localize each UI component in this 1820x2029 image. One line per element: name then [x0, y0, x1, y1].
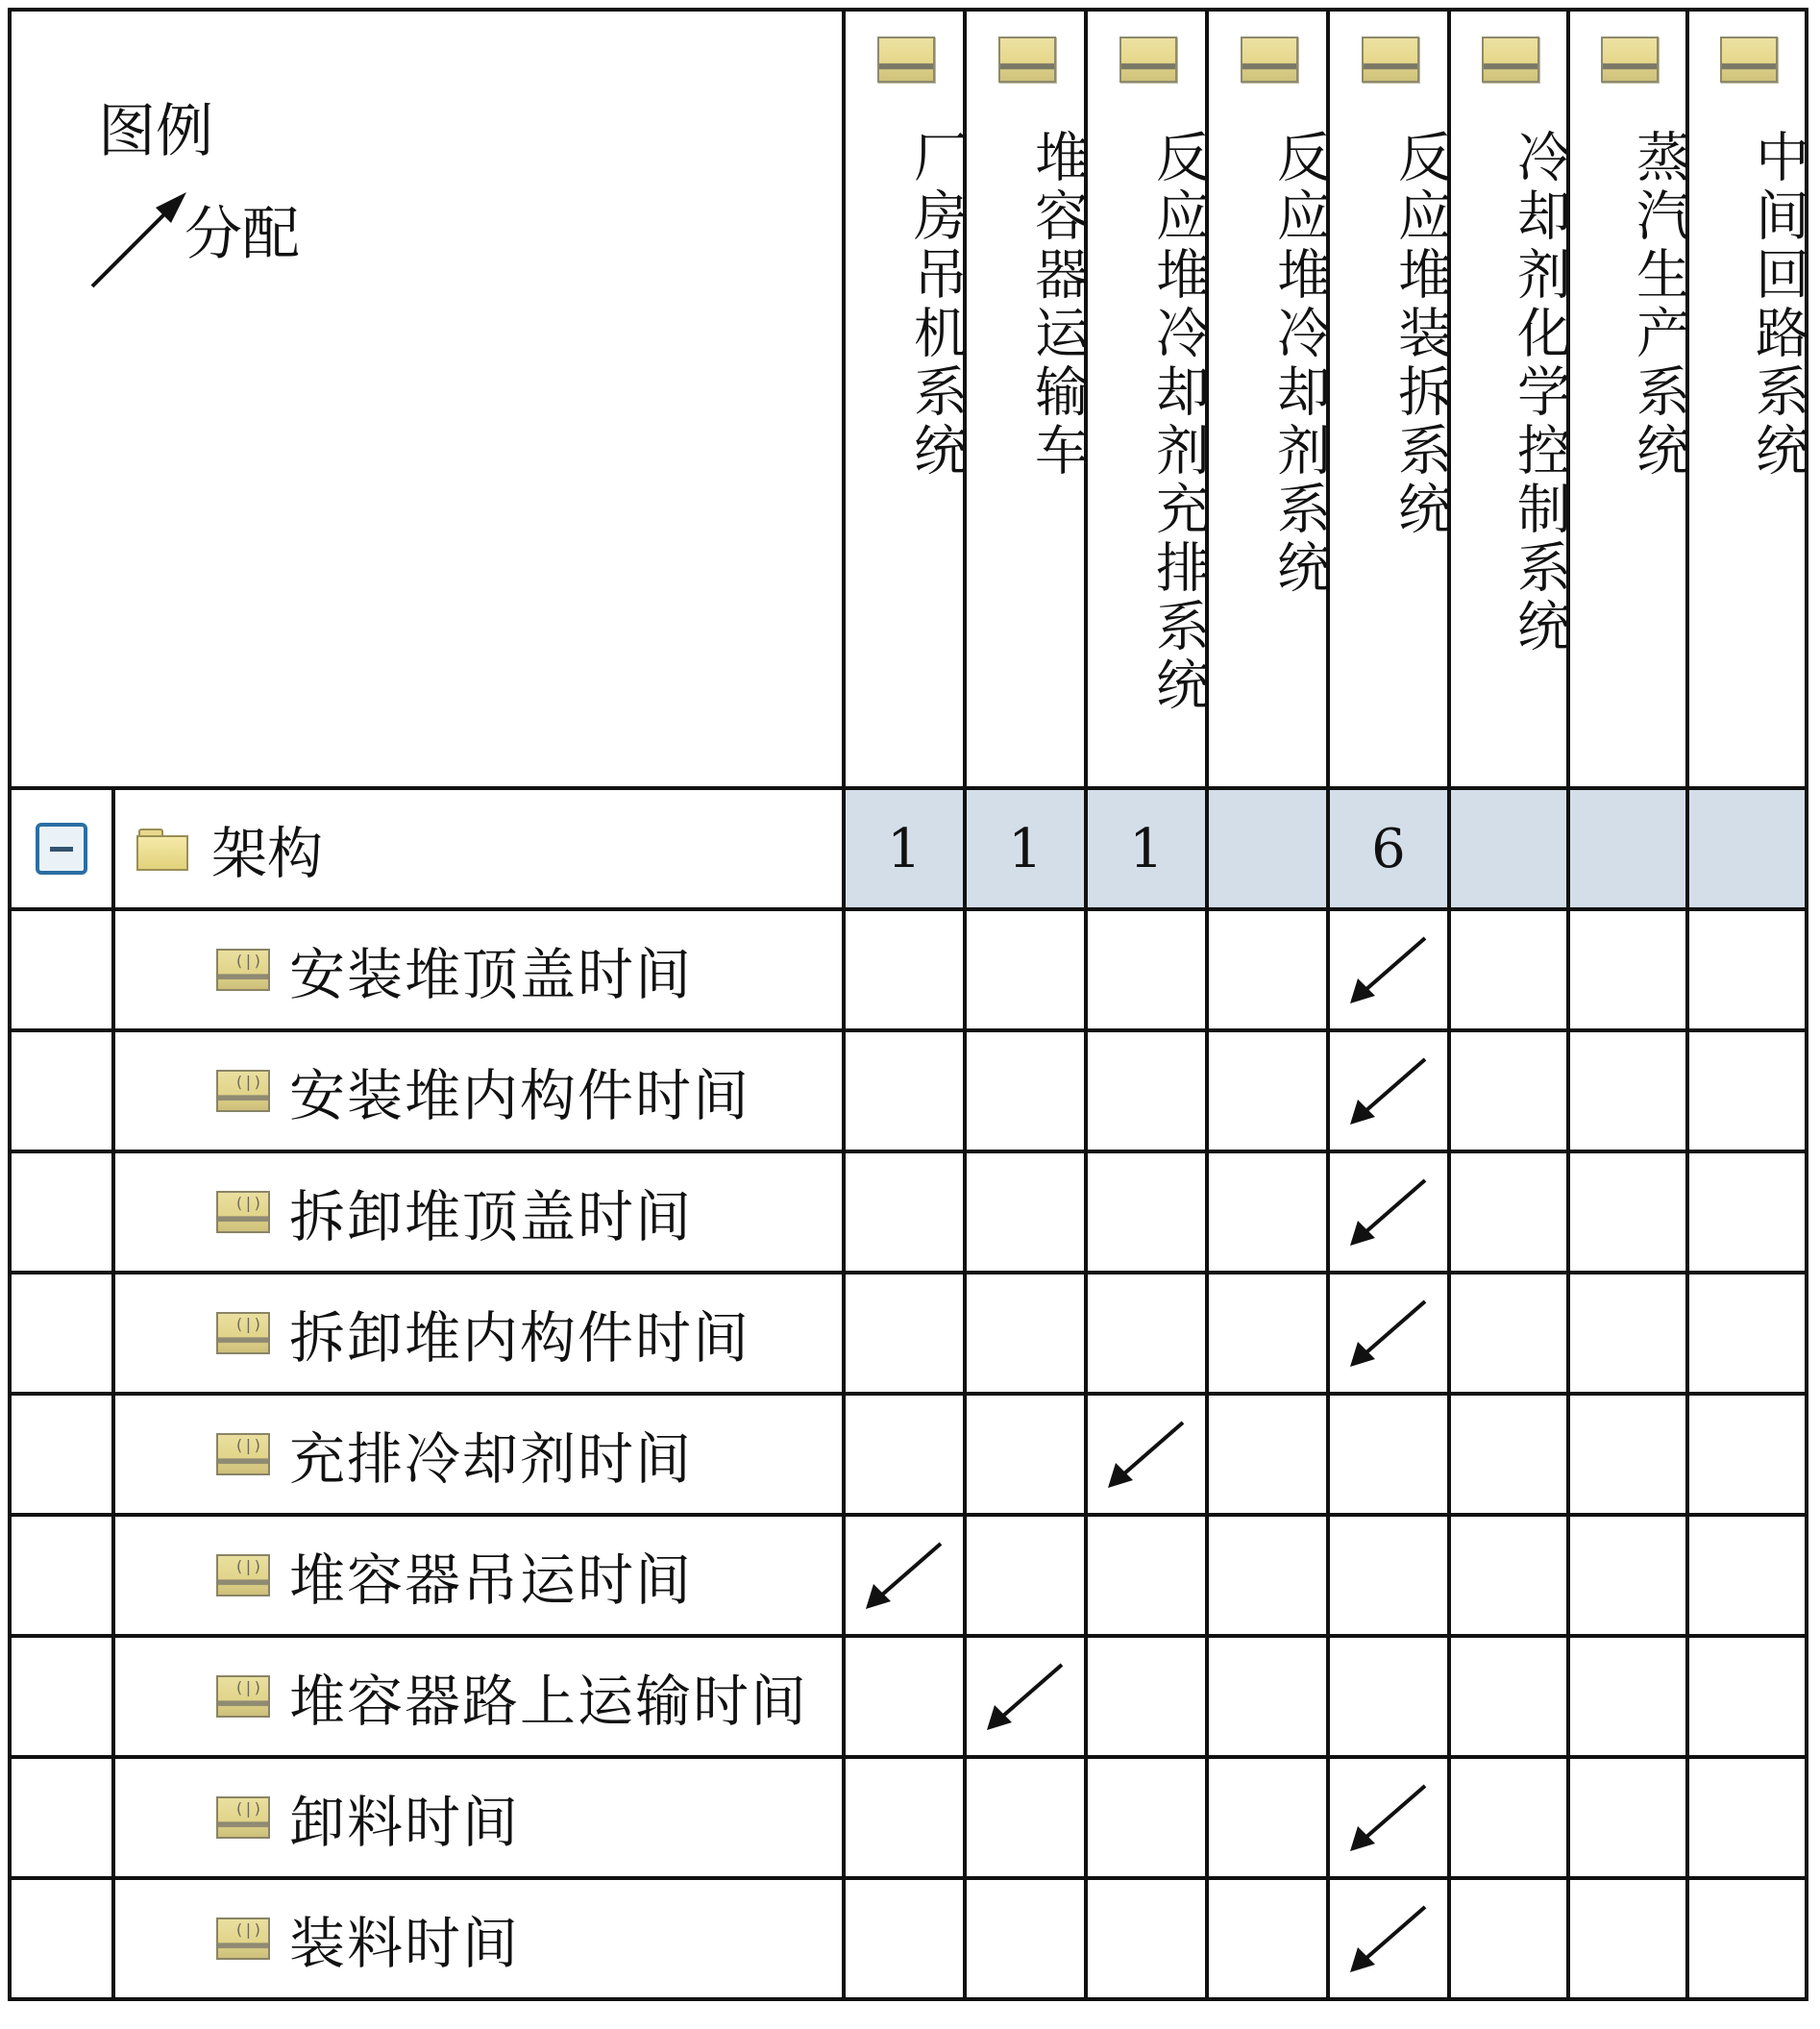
allocation-arrow-icon [1348, 1298, 1429, 1369]
row-name-cell [113, 909, 844, 1030]
allocation-cell[interactable] [1449, 1636, 1568, 1757]
allocation-cell[interactable] [965, 1273, 1086, 1394]
allocation-cell[interactable] [844, 1394, 965, 1515]
legend-title: 图例 [98, 98, 213, 165]
toggle-cell [10, 788, 113, 909]
column-header-2[interactable] [1086, 10, 1210, 788]
column-label: 反应堆装拆系统 [1390, 129, 1452, 539]
row-label: 卸料时间 [289, 1790, 521, 1855]
column-header-7[interactable] [1687, 10, 1807, 788]
value-property-icon [216, 1675, 270, 1718]
allocation-cell[interactable] [1086, 909, 1207, 1030]
allocation-cell[interactable] [1687, 1757, 1807, 1878]
allocation-cell[interactable] [1207, 1151, 1328, 1273]
allocation-cell[interactable] [1568, 1878, 1687, 1999]
allocation-cell[interactable] [1207, 1636, 1328, 1757]
column-label: 冷却剂化学控制系统 [1509, 129, 1571, 656]
row-label: 装料时间 [289, 1911, 521, 1976]
block-icon [1720, 37, 1778, 83]
allocation-cell[interactable] [965, 909, 1086, 1030]
allocation-cell[interactable] [1449, 1273, 1568, 1394]
value-property-icon [216, 1070, 270, 1112]
block-icon [998, 37, 1056, 83]
allocation-cell[interactable] [844, 1151, 965, 1273]
allocation-cell[interactable] [1207, 1273, 1328, 1394]
allocation-cell[interactable] [844, 1757, 965, 1878]
allocation-cell[interactable] [1328, 1636, 1449, 1757]
allocation-cell[interactable] [844, 1273, 965, 1394]
allocation-cell[interactable] [1086, 1394, 1207, 1515]
allocation-cell[interactable] [1328, 1757, 1449, 1878]
column-label: 堆容器运输车 [1026, 129, 1089, 481]
allocation-cell[interactable] [1687, 1636, 1807, 1757]
allocation-cell[interactable] [1687, 909, 1807, 1030]
row-label: 拆卸堆内构件时间 [289, 1305, 751, 1371]
value-property-icon [216, 1918, 270, 1960]
row-indent-cell [10, 1394, 113, 1515]
block-icon [1119, 37, 1177, 83]
allocation-cell[interactable] [1328, 1515, 1449, 1636]
table-row[interactable] [10, 1515, 1807, 1636]
allocation-cell[interactable] [1086, 1151, 1207, 1273]
group-count-cell [1568, 788, 1687, 909]
allocation-cell[interactable] [1328, 1394, 1449, 1515]
allocation-arrow-icon [985, 1661, 1066, 1732]
group-count-cell: 6 [1328, 788, 1449, 909]
allocation-cell[interactable] [965, 1394, 1086, 1515]
folder-icon [136, 829, 188, 869]
table-row[interactable] [10, 1394, 1807, 1515]
allocation-cell[interactable] [1449, 909, 1568, 1030]
allocation-arrow-icon [1348, 1055, 1429, 1126]
group-name-cell [113, 788, 844, 909]
header-row [10, 10, 1807, 788]
table-row[interactable] [10, 1273, 1807, 1394]
row-name-cell [113, 1394, 844, 1515]
group-label: 架构 [211, 821, 324, 886]
row-label: 堆容器吊运时间 [289, 1547, 694, 1613]
allocation-cell[interactable] [1207, 1757, 1328, 1878]
table-row[interactable] [10, 1636, 1807, 1757]
group-count-cell [1687, 788, 1807, 909]
row-label: 充排冷却剂时间 [289, 1426, 694, 1492]
group-count-cell [1207, 788, 1328, 909]
column-label: 反应堆冷却剂系统 [1268, 129, 1331, 598]
allocation-cell[interactable] [844, 1878, 965, 1999]
block-icon [1362, 37, 1419, 83]
allocation-cell[interactable] [1568, 1030, 1687, 1151]
column-label: 厂房吊机系统 [905, 129, 968, 481]
row-indent-cell [10, 1636, 113, 1757]
block-icon [1241, 37, 1298, 83]
column-header-4[interactable] [1328, 10, 1452, 788]
allocation-cell[interactable] [965, 1636, 1086, 1757]
table-row[interactable] [10, 1757, 1807, 1878]
allocation-cell[interactable] [1568, 1151, 1687, 1273]
legend-allocate-label: 分配 [184, 201, 300, 268]
allocation-cell[interactable] [1449, 1878, 1568, 1999]
allocation-cell[interactable] [1328, 1030, 1449, 1151]
allocation-cell[interactable] [1207, 1394, 1328, 1515]
column-header-1[interactable] [965, 10, 1089, 788]
group-count-cell: 1 [1086, 788, 1207, 909]
value-property-icon [216, 1433, 270, 1475]
column-header-0[interactable] [844, 10, 968, 788]
allocation-arrow-icon [1348, 1782, 1429, 1853]
allocation-cell[interactable] [1086, 1878, 1207, 1999]
allocation-cell[interactable] [1687, 1878, 1807, 1999]
allocation-cell[interactable] [1449, 1757, 1568, 1878]
allocation-cell[interactable] [1449, 1394, 1568, 1515]
allocation-cell[interactable] [1449, 1515, 1568, 1636]
value-property-icon [216, 949, 270, 991]
allocation-cell[interactable] [1687, 1151, 1807, 1273]
allocation-cell[interactable] [1687, 1394, 1807, 1515]
allocation-cell[interactable] [1328, 909, 1449, 1030]
allocation-arrow-icon [864, 1540, 945, 1611]
row-label: 安装堆内构件时间 [289, 1063, 751, 1128]
table-row[interactable] [10, 1151, 1807, 1273]
allocation-arrow-icon [1348, 934, 1429, 1005]
row-name-cell [113, 1515, 844, 1636]
value-property-icon [216, 1312, 270, 1354]
column-header-5[interactable] [1449, 10, 1571, 788]
allocation-cell[interactable] [1568, 909, 1687, 1030]
block-icon [1601, 37, 1659, 83]
row-name-cell [113, 1151, 844, 1273]
allocation-cell[interactable] [844, 909, 965, 1030]
allocation-cell[interactable] [844, 1636, 965, 1757]
row-name-cell [113, 1636, 844, 1757]
allocation-cell[interactable] [965, 1757, 1086, 1878]
allocation-arrow-icon [1348, 1903, 1429, 1974]
row-label: 堆容器路上运输时间 [289, 1669, 809, 1734]
allocation-cell[interactable] [1328, 1273, 1449, 1394]
allocation-matrix [8, 8, 1808, 2001]
group-count-cell: 1 [965, 788, 1086, 909]
allocation-cell[interactable] [965, 1878, 1086, 1999]
allocation-cell[interactable] [844, 1030, 965, 1151]
value-property-icon [216, 1191, 270, 1233]
row-indent-cell [10, 1757, 113, 1878]
table-row[interactable] [10, 1878, 1807, 1999]
allocation-cell[interactable] [1207, 1030, 1328, 1151]
allocation-arrow-icon [1106, 1419, 1187, 1490]
group-count-cell: 1 [844, 788, 965, 909]
table-row[interactable] [10, 909, 1807, 1030]
allocation-cell[interactable] [965, 1030, 1086, 1151]
allocation-cell[interactable] [1086, 1515, 1207, 1636]
allocation-cell[interactable] [1568, 1394, 1687, 1515]
row-indent-cell [10, 1151, 113, 1273]
allocation-arrow-icon [1348, 1176, 1429, 1248]
allocation-cell[interactable] [1086, 1273, 1207, 1394]
row-label: 安装堆顶盖时间 [289, 942, 694, 1007]
row-label: 拆卸堆顶盖时间 [289, 1184, 694, 1250]
block-icon [1482, 37, 1539, 83]
allocation-cell[interactable] [1086, 1757, 1207, 1878]
legend [10, 10, 844, 788]
collapse-toggle-icon[interactable] [36, 823, 87, 875]
allocation-cell[interactable] [1568, 1273, 1687, 1394]
allocation-cell[interactable] [1568, 1757, 1687, 1878]
allocation-cell[interactable] [1449, 1030, 1568, 1151]
row-name-cell [113, 1878, 844, 1999]
group-count-cell [1449, 788, 1568, 909]
column-label: 反应堆冷却剂充排系统 [1147, 129, 1210, 715]
allocation-cell[interactable] [1568, 1636, 1687, 1757]
column-label: 中间回路系统 [1747, 129, 1809, 481]
row-name-cell [113, 1030, 844, 1151]
column-header-3[interactable] [1207, 10, 1331, 788]
block-icon [877, 37, 935, 83]
row-indent-cell [10, 1515, 113, 1636]
row-indent-cell [10, 909, 113, 1030]
allocation-cell[interactable] [844, 1515, 965, 1636]
arrow-up-right-icon [86, 186, 192, 292]
allocation-cell[interactable] [1687, 1030, 1807, 1151]
allocation-cell[interactable] [1568, 1515, 1687, 1636]
allocation-cell[interactable] [1086, 1636, 1207, 1757]
allocation-cell[interactable] [1207, 909, 1328, 1030]
allocation-cell[interactable] [965, 1515, 1086, 1636]
row-indent-cell [10, 1273, 113, 1394]
allocation-cell[interactable] [1328, 1878, 1449, 1999]
allocation-cell[interactable] [1687, 1515, 1807, 1636]
allocation-cell[interactable] [965, 1151, 1086, 1273]
column-header-6[interactable] [1568, 10, 1690, 788]
allocation-cell[interactable] [1687, 1273, 1807, 1394]
row-indent-cell [10, 1878, 113, 1999]
allocation-cell[interactable] [1086, 1030, 1207, 1151]
value-property-icon [216, 1796, 270, 1839]
row-indent-cell [10, 1030, 113, 1151]
allocation-cell[interactable] [1207, 1515, 1328, 1636]
group-row-architecture[interactable] [10, 788, 1807, 909]
allocation-cell[interactable] [1207, 1878, 1328, 1999]
table-row[interactable] [10, 1030, 1807, 1151]
allocation-cell[interactable] [1328, 1151, 1449, 1273]
row-name-cell [113, 1273, 844, 1394]
row-name-cell [113, 1757, 844, 1878]
allocation-cell[interactable] [1449, 1151, 1568, 1273]
column-label: 蒸汽生产系统 [1628, 129, 1690, 481]
value-property-icon [216, 1554, 270, 1596]
